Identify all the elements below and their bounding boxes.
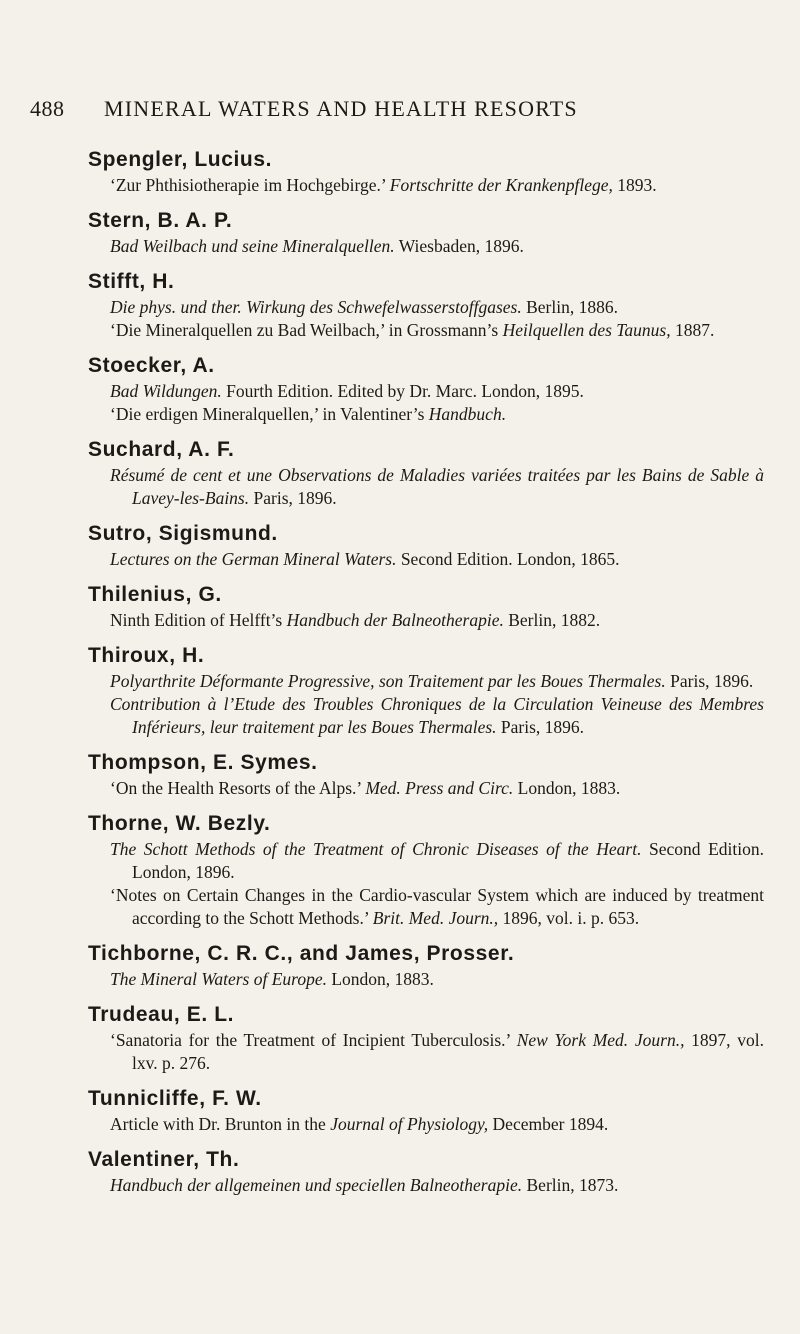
- work-text: ‘Die Mineralquellen zu Bad Weilbach,’ in Grossmann’s: [110, 320, 503, 340]
- entry-work: [110, 609, 764, 632]
- work-text: ‘Notes on Certain Changes in the Cardio-vascular System which are induced by treatment according to the Schott Methods.’: [110, 885, 764, 928]
- entry-work: [110, 1174, 764, 1197]
- work-text: December 1894.: [488, 1114, 609, 1134]
- bibliography-entry: [88, 644, 764, 739]
- work-title: Résumé de cent et une Observations de Maladies variées traitées par les Bains de Sable à Lavey-les-Bains.: [110, 465, 764, 508]
- work-text: Fourth Edition. Edited by Dr. Marc. London, 1895.: [221, 381, 584, 401]
- entry-work: [110, 319, 764, 342]
- work-text: 1893.: [612, 175, 657, 195]
- work-text: Paris, 1896.: [249, 488, 337, 508]
- entry-work: [110, 884, 764, 930]
- bibliography-entry: [88, 812, 764, 930]
- bibliography-list: [88, 148, 764, 1209]
- entry-work: [110, 1113, 764, 1136]
- bibliography-entry: [88, 209, 764, 258]
- work-title: son Traitement par les Boues Thermales.: [378, 671, 666, 691]
- bibliography-entry: [88, 148, 764, 197]
- bibliography-entry: [88, 1087, 764, 1136]
- work-title: New York Med. Journ.,: [516, 1030, 685, 1050]
- bibliography-entry: [88, 1148, 764, 1197]
- bibliography-entry: [88, 270, 764, 342]
- work-text: ‘Sanatoria for the Treatment of Incipient Tuberculosis.’: [110, 1030, 517, 1050]
- entry-work: [110, 968, 764, 991]
- work-title: Handbuch der Balneotherapie.: [286, 610, 504, 630]
- entry-work: [110, 380, 764, 403]
- work-title: The Schott Methods of the Treatment of Chronic Diseases of the Heart.: [110, 839, 642, 859]
- bibliography-entry: [88, 751, 764, 800]
- entry-author: Stoecker, A.: [88, 354, 215, 377]
- bibliography-entry: [88, 354, 764, 426]
- work-title: Die phys. und ther. Wirkung des Schwefelwasserstoffgases.: [110, 297, 522, 317]
- work-text: 1896, vol. i. p. 653.: [498, 908, 640, 928]
- entry-author: Valentiner, Th.: [88, 1148, 240, 1171]
- entry-work: [110, 548, 764, 571]
- page-number: 488: [30, 96, 65, 121]
- entry-author: Thompson, E. Symes.: [88, 751, 318, 774]
- work-title: Handbuch der allgemeinen und speciellen Balneotherapie.: [110, 1175, 523, 1195]
- entry-work: [110, 403, 764, 426]
- work-text: Berlin, 1882.: [503, 610, 601, 630]
- entry-work: [110, 464, 764, 510]
- work-title: Heilquellen des Taunus,: [502, 320, 671, 340]
- work-text: London, 1883.: [326, 969, 434, 989]
- work-text: Article with Dr. Brunton in the: [110, 1114, 331, 1134]
- work-title: Brit. Med. Journ.,: [372, 908, 499, 928]
- work-text: Paris, 1896.: [665, 671, 754, 691]
- entry-work: [110, 838, 764, 884]
- entry-author: Thiroux, H.: [88, 644, 205, 667]
- running-head: [0, 96, 800, 126]
- work-title: Journal of Physiology,: [330, 1114, 489, 1134]
- work-text: 1887.: [670, 320, 715, 340]
- work-title: Fortschritte der Krankenpflege,: [389, 175, 613, 195]
- bibliography-entry: [88, 942, 764, 991]
- entry-work: [110, 693, 764, 739]
- entry-author: Tichborne, C. R. C., and James, Prosser.: [88, 942, 515, 965]
- work-text: Second Edition. London, 1896.: [132, 839, 765, 882]
- entry-author: Suchard, A. F.: [88, 438, 235, 461]
- work-title: Handbuch.: [428, 404, 507, 424]
- work-text: London, 1883.: [513, 778, 621, 798]
- work-title: Polyarthrite Déformante Progressive,: [110, 671, 375, 691]
- work-text: Berlin, 1873.: [522, 1175, 619, 1195]
- work-text: Paris, 1896.: [496, 717, 585, 737]
- entry-author: Trudeau, E. L.: [88, 1003, 235, 1026]
- work-text: Ninth Edition of Helfft’s: [110, 610, 287, 630]
- entry-author: Tunnicliffe, F. W.: [88, 1087, 262, 1110]
- work-text: Second Edition. London, 1865.: [396, 549, 620, 569]
- work-text: Wiesbaden, 1896.: [394, 236, 524, 256]
- work-text: ‘On the Health Resorts of the Alps.’: [110, 778, 366, 798]
- entry-work: [110, 1029, 764, 1075]
- work-title: Bad Weilbach und seine Mineralquellen.: [110, 236, 395, 256]
- entry-author: Thilenius, G.: [88, 583, 222, 606]
- bibliography-entry: [88, 1003, 764, 1075]
- entry-work: [110, 235, 764, 258]
- work-title: Med. Press and Circ.: [365, 778, 514, 798]
- entry-author: Stern, B. A. P.: [88, 209, 233, 232]
- entry-work: [110, 670, 764, 693]
- work-title: The Mineral Waters of Europe.: [110, 969, 327, 989]
- entry-work: [110, 777, 764, 800]
- running-title: MINERAL WATERS AND HEALTH RESORTS: [104, 96, 578, 121]
- work-title: Contribution à l’Etude des Troubles Chroniques de la Circulation Veineuse des Membres Inférieurs, leur traitement par les Boues Thermales.: [110, 694, 764, 737]
- entry-work: [110, 296, 764, 319]
- bibliography-entry: [88, 583, 764, 632]
- entry-work: [110, 174, 764, 197]
- work-text: ‘Die erdigen Mineralquellen,’ in Valentiner’s: [110, 404, 429, 424]
- bibliography-entry: [88, 438, 764, 510]
- entry-author: Spengler, Lucius.: [88, 148, 273, 171]
- entry-author: Thorne, W. Bezly.: [88, 812, 271, 835]
- work-text: 1897, vol. lxv. p. 276.: [132, 1030, 764, 1073]
- work-title: Bad Wildungen.: [110, 381, 222, 401]
- entry-author: Stifft, H.: [88, 270, 175, 293]
- work-title: Lectures on the German Mineral Waters.: [110, 549, 397, 569]
- work-text: Berlin, 1886.: [521, 297, 618, 317]
- entry-author: Sutro, Sigismund.: [88, 522, 278, 545]
- work-text: ‘Zur Phthisiotherapie im Hochgebirge.’: [110, 175, 390, 195]
- bibliography-entry: [88, 522, 764, 571]
